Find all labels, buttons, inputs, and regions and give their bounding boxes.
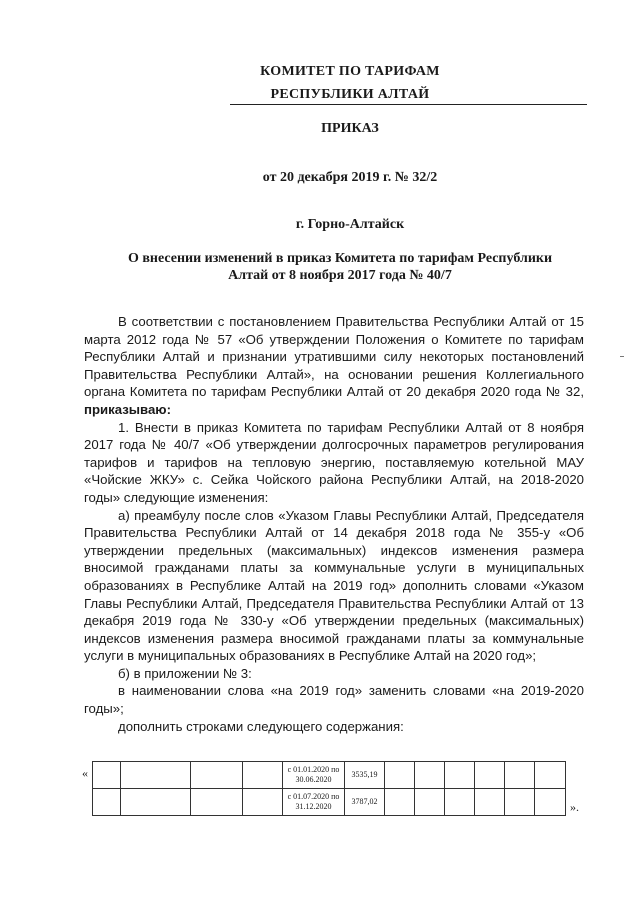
order-directive: приказываю: [84,401,171,417]
paragraph-rename: в наименовании слова «на 2019 год» заменить словами «на 2019-2020 годы»; [84,683,584,717]
value-cell: 3535,19 [345,762,385,789]
order-subject-line-1: О внесении изменений в приказ Комитета по тарифам Республики [127,251,553,266]
table-row [93,762,566,789]
value-cell: 3787,02 [345,789,385,816]
table-close-quote: ». [570,800,579,814]
header-divider [230,104,587,105]
margin-mark [620,356,624,357]
committee-name-line-2: РЕСПУБЛИКИ АЛТАЙ [270,87,430,102]
order-subject-line-2: Алтай от 8 ноября 2017 года № 40/7 [228,268,452,283]
order-body [84,313,584,735]
paragraph-item-a: а) преамбулу после слов «Указом Главы Республики Алтай, Председателя Правительства Республики Алтай от 14 декабря 2018 года № 355-у «Об утверждении предельных (максимальных) индексов изменения размера вносимой гражданами платы за коммунальные услуги в муниципальных образованиях в Республике Алтай на 2019 год» дополнить словами «Указом Главы Республики Алтай, Председателя Правительства Республики Алтай от 13 декабря 2019 года № 330-у «Об утверждении предельных (максимальных) индексов изменения размера вносимой гражданами платы за коммунальные услуги в муниципальных образованиях в Республике Алтай на 2020 год»; [84,507,584,664]
table-open-quote: « [82,766,88,780]
paragraph-item-b: б) в приложении № 3: [118,665,252,681]
paragraph-add-rows: дополнить строками следующего содержания: [118,718,404,734]
committee-name-line-1: КОМИТЕТ ПО ТАРИФАМ [260,64,440,79]
table-row [93,789,566,816]
order-city: г. Горно-Алтайск [295,217,405,232]
order-date-number: от 20 декабря 2019 г. № 32/2 [262,170,438,185]
preamble-text: В соответствии с постановлением Правительства Республики Алтай от 15 марта 2012 года № 57 «Об утверждении Положения о Комитете по тарифам Республики Алтай и признании утратившими силу некоторых постановлений Правительства Республики Алтай», на основании решения Коллегиального органа Комитета по тарифам Республики Алтай от 20 декабря 2020 года № 32, [84,314,584,400]
period-cell: с 01.01.2020 по 30.06.2020 [283,762,345,789]
order-title: ПРИКАЗ [321,121,379,136]
tariff-rows-table [92,761,566,816]
paragraph-item-1: 1. Внести в приказ Комитета по тарифам Республики Алтай от 8 ноября 2017 года № 40/7 «Об утверждении долгосрочных параметров регулирования тарифов и тарифов на тепловую энергию, поставляемую котельной МАУ «Чойские ЖКУ» с. Сейка Чойского района Республики Алтай, на 2018-2020 годы» следующие изменения: [84,419,584,505]
period-cell: с 01.07.2020 по 31.12.2020 [283,789,345,816]
paragraph-preamble [84,313,584,419]
